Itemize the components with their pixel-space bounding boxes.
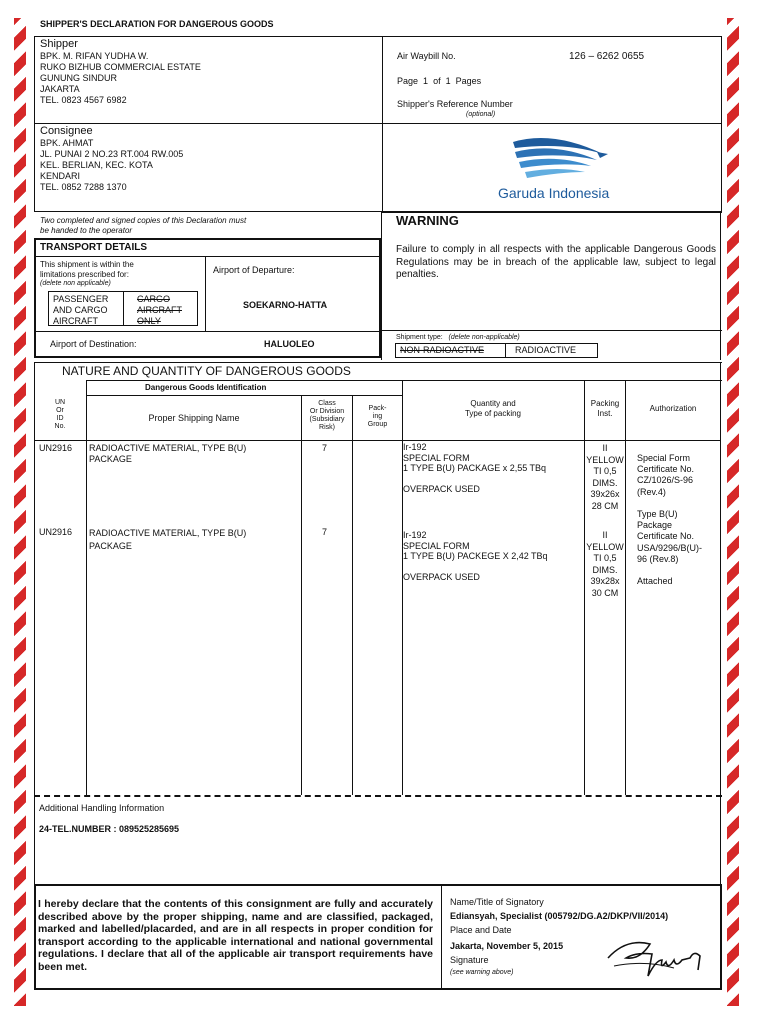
declaration-text: I hereby declare that the contents of this consignment are fully and accurately described above by the proper shipping, name and are classified, packaged, marked and labelled/placarded, and are in all respects in proper condition for transport according to the applicable international and national governmental regulations. I declare that all of the applicable air transport requirements have been met. [38, 898, 433, 973]
copies-note: Two completed and signed copies of this Declaration must be handed to the operator [40, 216, 247, 235]
garuda-bird-icon [505, 132, 610, 184]
place-date-label: Place and Date [450, 925, 512, 935]
nature-quantity-title: NATURE AND QUANTITY OF DANGEROUS GOODS [62, 364, 351, 378]
right-hatch-border [727, 18, 739, 1006]
left-hatch-border [14, 18, 26, 1006]
col-packing-group: Pack- ing Group [367, 405, 388, 428]
row2-class: 7 [322, 527, 328, 537]
row2-packing-inst: II YELLOW TI 0,5 DIMS. 39x28x 30 CM [586, 530, 624, 598]
warning-text: Failure to comply in all respects with the applicable Dangerous Goods Regulations may be in breach of the applicable law, subject to legal penalties. [396, 244, 716, 280]
col-class: Class Or Division (Subsidiary Risk) [309, 400, 345, 431]
col-packing-inst: Packing Inst. [590, 399, 620, 418]
departure-value: SOEKARNO-HATTA [243, 300, 328, 310]
form-title: SHIPPER'S DECLARATION FOR DANGEROUS GOODS [40, 19, 274, 29]
awb-number: 126 – 6262 0655 [569, 51, 645, 62]
row2-quantity: Ir-192 SPECIAL FORM 1 TYPE B(U) PACKEGE X 2,42 TBq OVERPACK USED [403, 530, 548, 582]
limitations-text: This shipment is within the limitations prescribed for: [40, 260, 134, 279]
cargo-aircraft-option-deleted: CARGO AIRCRAFT ONLY [137, 294, 182, 326]
col-proper-shipping-name: Proper Shipping Name [148, 413, 240, 423]
signatory-name-label: Name/Title of Signatory [450, 897, 544, 907]
garuda-logo-text: Garuda Indonesia [498, 185, 610, 201]
destination-label: Airport of Destination: [50, 339, 137, 349]
dg-identification-label: Dangerous Goods Identification [145, 383, 267, 392]
page-count: Page 1 of 1 Pages [397, 76, 482, 86]
col-quantity: Quantity and Type of packing [464, 399, 522, 418]
section-dashed-divider [34, 795, 722, 797]
shipper-label: Shipper [40, 38, 78, 50]
handwritten-signature [604, 930, 708, 982]
radioactive-option: RADIOACTIVE [515, 345, 577, 355]
additional-handling-label: Additional Handling Information [39, 803, 165, 813]
signature-note: (see warning above) [450, 969, 514, 976]
row1-un-number: UN2916 [39, 443, 73, 453]
shipper-address: BPK. M. RIFAN YUDHA W. RUKO BIZHUB COMMERCIAL ESTATE GUNUNG SINDUR JAKARTA TEL. 0823 4567 6982 [40, 51, 201, 105]
destination-value: HALUOLEO [264, 339, 315, 349]
row2-shipping-name: RADIOACTIVE MATERIAL, TYPE B(U) PACKAGE [89, 528, 247, 551]
additional-handling-value: 24-TEL.NUMBER : 089525285695 [39, 824, 180, 834]
place-date-value: Jakarta, November 5, 2015 [450, 941, 564, 951]
shipment-type-label: Shipment type: (delete non-applicable) [396, 334, 520, 341]
warning-title: WARNING [396, 213, 459, 228]
transport-details-title: TRANSPORT DETAILS [40, 242, 148, 253]
row1-shipping-name: RADIOACTIVE MATERIAL, TYPE B(U) PACKAGE [89, 443, 247, 464]
awb-label: Air Waybill No. [397, 51, 456, 61]
row1-packing-inst: II YELLOW TI 0,5 DIMS. 39x26x 28 CM [586, 443, 624, 511]
consignee-address: BPK. AHMAT JL. PUNAI 2 NO.23 RT.004 RW.005 KEL. BERLIAN, KEC. KOTA KENDARI TEL. 0852 7288 1370 [40, 138, 184, 192]
authorization-text: Special Form Certificate No. CZ/1026/S-96 (Rev.4) Type B(U) Package Certificate No. USA/9296/B(U)- 96 (Rev.8) Attached [637, 453, 703, 587]
col-un-number: UN Or ID No. [54, 399, 66, 430]
passenger-aircraft-option: PASSENGER AND CARGO AIRCRAFT [53, 294, 109, 326]
row2-un-number: UN2916 [39, 527, 73, 537]
shipper-reference-label: Shipper's Reference Number [397, 99, 513, 109]
non-radioactive-option-deleted: NON-RADIOACTIVE [400, 345, 485, 355]
limitations-delete-note: (delete non applicable) [40, 280, 111, 287]
reference-optional-note: (optional) [466, 111, 496, 118]
col-authorization: Authorization [649, 404, 697, 413]
signatory-name-value: Ediansyah, Specialist (005792/DG.A2/DKP/VII/2014) [450, 911, 669, 921]
signature-label: Signature [450, 955, 489, 965]
consignee-label: Consignee [40, 125, 93, 137]
departure-label: Airport of Departure: [213, 265, 295, 275]
row1-class: 7 [322, 443, 328, 453]
row1-quantity: Ir-192 SPECIAL FORM 1 TYPE B(U) PACKAGE x 2,55 TBq OVERPACK USED [403, 442, 547, 494]
